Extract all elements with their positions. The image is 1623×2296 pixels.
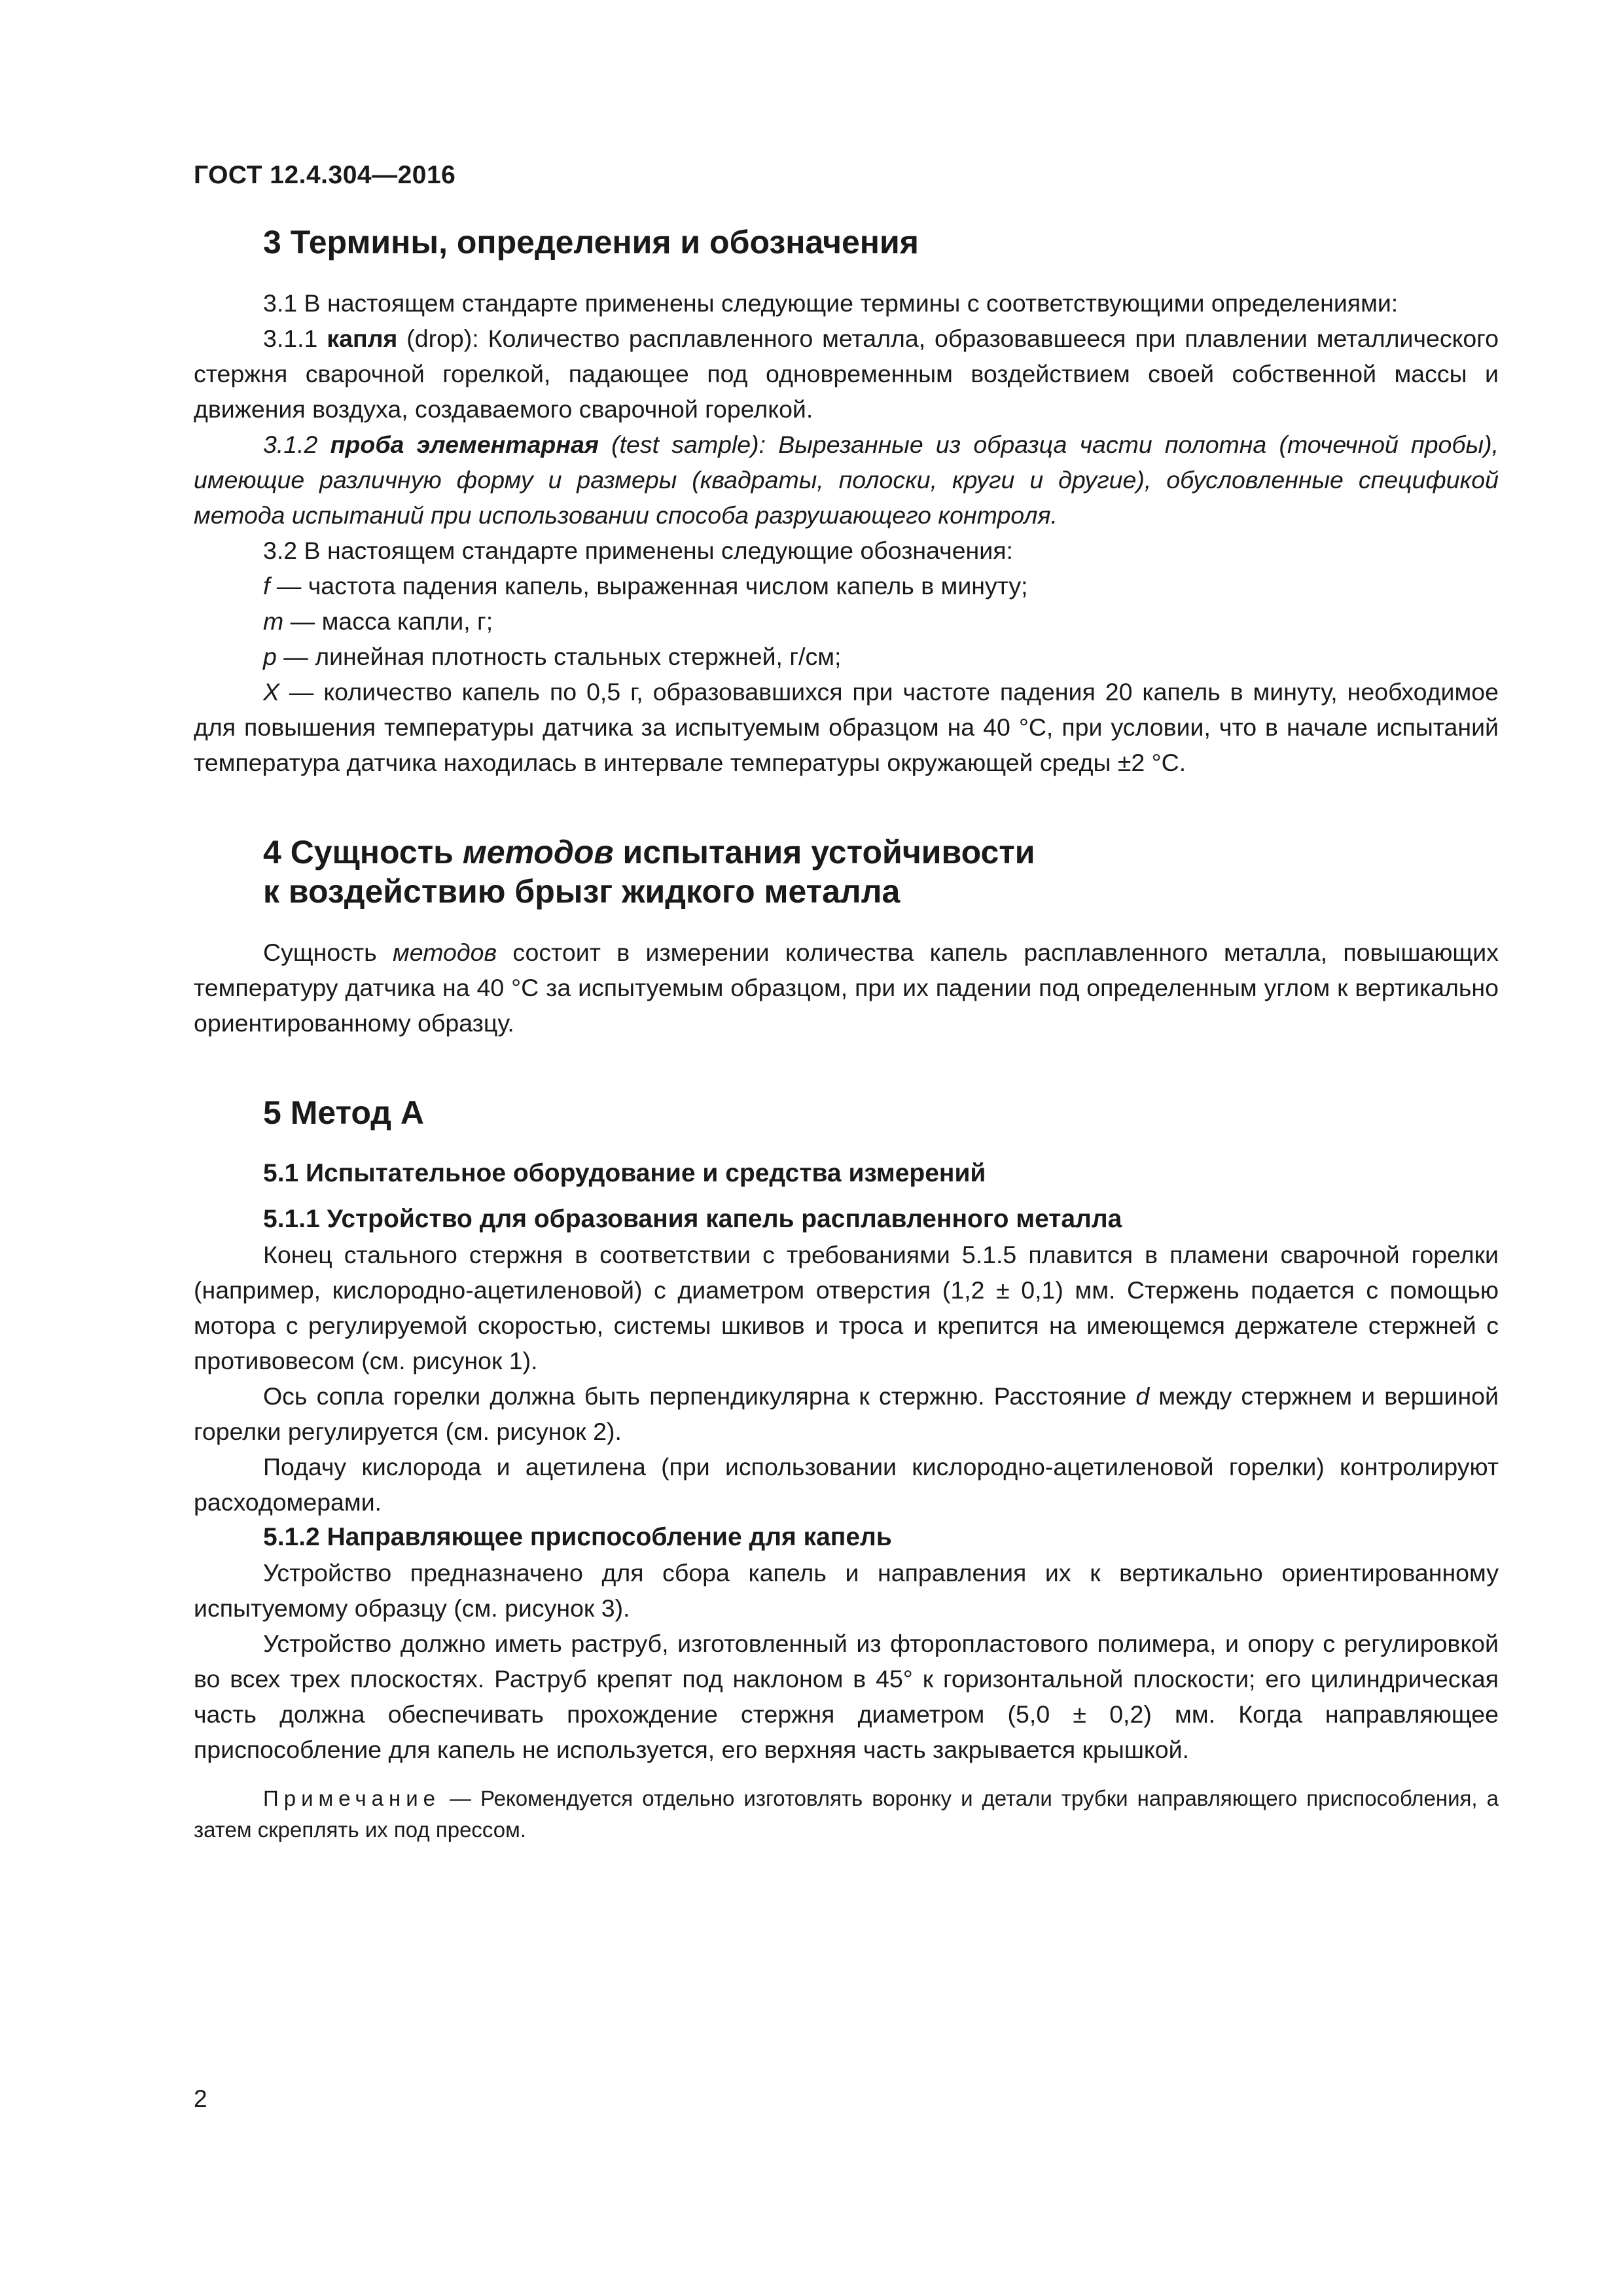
symbol-m: m — масса капли, г; xyxy=(263,607,493,635)
para-5-1-1-c: Подачу кислорода и ацетилена (при использовании кислородно-ацетиленовой горелки) контролируют расходомерами. xyxy=(194,1453,1499,1516)
term-3-1-1: 3.1.1 капля (drop): Количество расплавленного металла, образовавшееся при плавлении металлического стержня сварочной горелкой, падающее под одновременным воздействием своей собственной массы и движения воздуха, создаваемого сварочной горелкой. xyxy=(194,325,1499,423)
section-5-title: 5 Метод А xyxy=(263,1094,424,1131)
page-number: 2 xyxy=(194,2085,207,2112)
para-4: Сущность методов состоит в измерении количества капель расплавленного металла, повышающих температуру датчика на 40 °С за испытуемым образцом, при их падении под определенным углом к вертикально ориентированному образцу. xyxy=(194,939,1499,1037)
symbol-x: X — количество капель по 0,5 г, образовавшихся при частоте падения 20 капель в минуту, необходимое для повышения температуры датчика за испытуемым образцом на 40 °С, при условии, что в начале испытаний температура датчика находилась в интервале температуры окружающей среды ±2 °С. xyxy=(194,678,1499,776)
para-3-1: 3.1 В настоящем стандарте применены следующие термины с соответствующими определениями: xyxy=(263,289,1399,317)
symbol-p: p — линейная плотность стальных стержней, г/см; xyxy=(263,643,842,670)
term-3-1-2: 3.1.2 проба элементарная (test sample): Вырезанные из образца части полотна (точечной пробы), имеющие различную форму и размеры (квадраты, полоски, круги и другие), обусловленные спецификой метода испытаний при использовании способа разрушающего контроля. xyxy=(194,431,1499,529)
section-3-title: 3 Термины, определения и обозначения xyxy=(263,224,919,260)
subsection-5-1-title: 5.1 Испытательное оборудование и средства измерений xyxy=(263,1159,986,1187)
para-5-1-2-b: Устройство должно иметь раструб, изготовленный из фторопластового полимера, и опору с регулировкой во всех трех плоскостях. Раструб крепят под наклоном в 45° к горизонтальной плоскости; его цилиндрическая часть должна обеспечивать прохождение стержня диаметром (5,0 ± 0,2) мм. Когда направляющее приспособление для капель не используется, его верхняя часть закрывается крышкой. xyxy=(194,1630,1499,1763)
para-5-1-2-a: Устройство предназначено для сбора капель и направления их к вертикально ориентированному испытуемому образцу (см. рисунок 3). xyxy=(194,1559,1499,1622)
para-5-1-1-a: Конец стального стержня в соответствии с требованиями 5.1.5 плавится в пламени сварочной горелки (например, кислородно-ацетиленовой) с диаметром отверстия (1,2 ± 0,1) мм. Стержень подается с помощью мотора с регулируемой скоростью, системы шкивов и троса и крепится на имеющемся держателе стержней с противовесом (см. рисунок 1). xyxy=(194,1241,1499,1374)
symbol-f: f — частота падения капель, выраженная числом капель в минуту; xyxy=(263,572,1028,600)
page-content xyxy=(194,223,1499,1846)
subsection-5-1-1-title: 5.1.1 Устройство для образования капель расплавленного металла xyxy=(263,1205,1122,1233)
para-5-1-1-b: Ось сопла горелки должна быть перпендикулярна к стержню. Расстояние d между стержнем и вершиной горелки регулируется (см. рисунок 2). xyxy=(194,1382,1499,1445)
term-drop: капля xyxy=(327,325,398,352)
note-label: Примечание xyxy=(263,1786,441,1810)
term-test-sample: проба элементарная xyxy=(330,431,599,458)
note: Примечание — Рекомендуется отдельно изготовлять воронку и детали трубки направляющего приспособления, а затем скреплять их под прессом. xyxy=(194,1786,1499,1842)
subsection-5-1-2-title: 5.1.2 Направляющее приспособление для капель xyxy=(263,1523,892,1551)
para-3-2: 3.2 В настоящем стандарте применены следующие обозначения: xyxy=(263,537,1013,564)
document-id: ГОСТ 12.4.304—2016 xyxy=(194,161,456,189)
section-4-title: 4 Сущность методов испытания устойчивости к воздействию брызг жидкого металла xyxy=(263,834,1035,910)
